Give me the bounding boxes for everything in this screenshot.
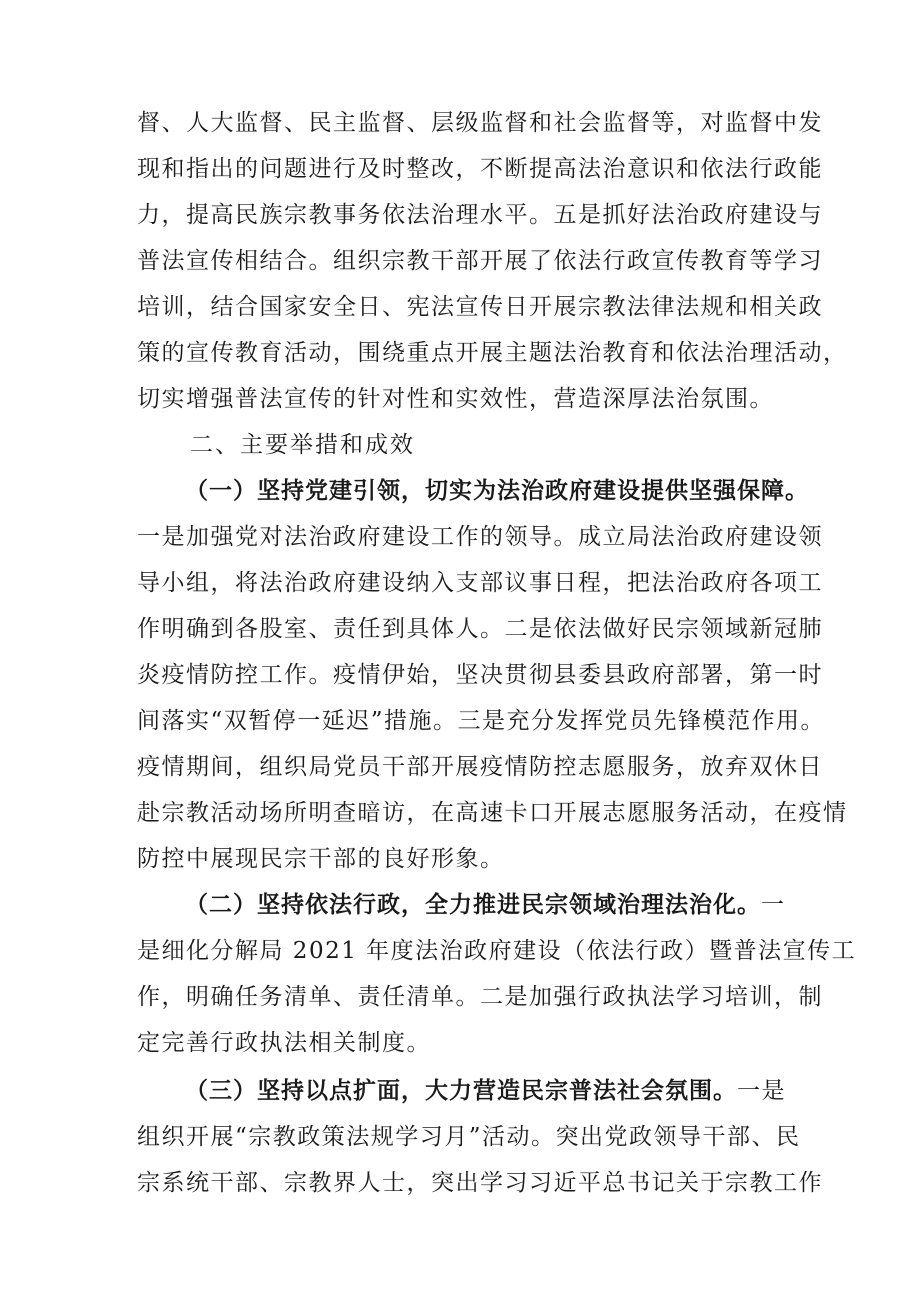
text-line: 作明确到各股室、责任到具体人。二是依法做好民宗领域新冠肺 xyxy=(137,616,823,642)
section-heading: 二、主要举措和成效 xyxy=(190,432,415,458)
text-line: 疫情期间，组织局党员干部开展疫情防控志愿服务，放弃双休日 xyxy=(137,754,823,780)
text-line: 普法宣传相结合。组织宗教干部开展了依法行政宣传教育等学习 xyxy=(137,248,823,274)
text-line: 炎疫情防控工作。疫情伊始，坚决贯彻县委县政府部署，第一时 xyxy=(137,662,823,688)
text-line: 力，提高民族宗教事务依法治理水平。五是抓好法治政府建设与 xyxy=(137,202,823,228)
text-line: 督、人大监督、民主监督、层级监督和社会监督等，对监督中发 xyxy=(137,110,823,136)
text-line: 组织开展“宗教政策法规学习月”活动。突出党政领导干部、民 xyxy=(137,1124,801,1150)
item-heading-tail: 一是 xyxy=(737,1078,786,1104)
item-heading-tail: 一 xyxy=(761,892,786,918)
item-heading-line xyxy=(185,885,817,925)
text-line: 宗系统干部、宗教界人士，突出学习习近平总书记关于宗教工作 xyxy=(137,1170,823,1196)
text-line: 现和指出的问题进行及时整改，不断提高法治意识和依法行政能 xyxy=(137,156,823,182)
text-line: 是细化分解局 2021 年度法治政府建设（依法行政）暨普法宣传工 xyxy=(137,938,857,964)
text-line: 作，明确任务清单、责任清单。二是加强行政执法学习培训，制 xyxy=(137,984,823,1010)
item-heading-line xyxy=(185,1071,817,1111)
text-line: 导小组，将法治政府建设纳入支部议事日程，把法治政府各项工 xyxy=(137,570,823,596)
text-line: 赴宗教活动场所明查暗访，在高速卡口开展志愿服务活动，在疫情 xyxy=(137,800,848,826)
item-heading: （一）坚持党建引领，切实为法治政府建设提供坚强保障。 xyxy=(185,478,809,504)
text-line: 培训，结合国家安全日、宪法宣传日开展宗教法律法规和相关政 xyxy=(137,294,823,320)
text-line: 切实增强普法宣传的针对性和实效性，营造深厚法治氛围。 xyxy=(137,386,774,412)
text-line: 间落实“双暂停一延迟”措施。三是充分发挥党员先锋模范作用。 xyxy=(137,708,826,734)
text-line: 定完善行政执法相关制度。 xyxy=(137,1030,431,1056)
item-heading: （二）坚持依法行政，全力推进民宗领域治理法治化。 xyxy=(185,892,761,918)
text-line: 一是加强党对法治政府建设工作的领导。成立局法治政府建设领 xyxy=(137,524,823,550)
item-heading: （三）坚持以点扩面，大力营造民宗普法社会氛围。 xyxy=(185,1078,737,1104)
text-line: 策的宣传教育活动，围绕重点开展主题法治教育和依法治理活动， xyxy=(137,340,848,366)
text-line: 防控中展现民宗干部的良好形象。 xyxy=(137,846,505,872)
